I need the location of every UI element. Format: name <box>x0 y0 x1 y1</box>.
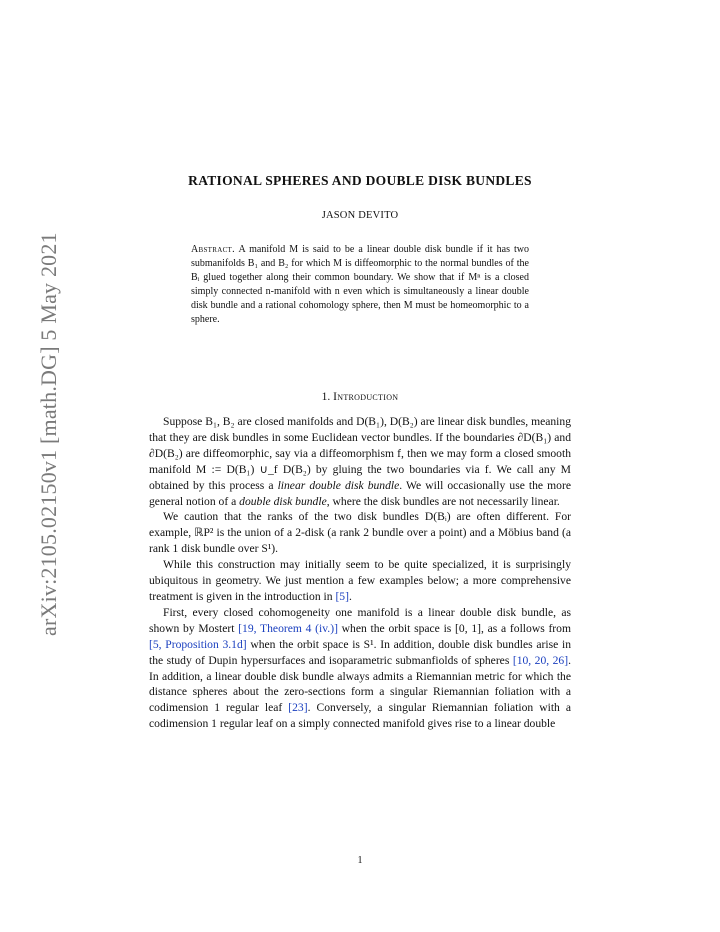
emphasis: linear double disk bundle <box>277 478 400 492</box>
abstract <box>191 243 529 328</box>
paragraph-text: First, every closed cohomogeneity one manifold is a linear double disk bundle, as shown by Mostert <box>149 605 571 635</box>
page-number: 1 <box>357 855 363 866</box>
paragraph-4 <box>149 605 571 732</box>
emphasis: double disk bundle <box>239 494 327 508</box>
section-heading <box>0 391 720 403</box>
abstract-label: Abstract. <box>191 244 235 255</box>
citation-link[interactable]: [23] <box>288 701 308 715</box>
paragraph-text: . Conversely, a singular Riemannian foliation with a codimension 1 regular leaf on a simply connected manifold gives rise to a linear double <box>149 701 571 731</box>
section-number: 1. <box>321 391 331 403</box>
citation-link[interactable]: [5] <box>335 589 349 603</box>
paragraph-3 <box>149 557 571 605</box>
paragraph-text: . We will occasionally use the more general notion of a <box>149 478 571 508</box>
paragraph-1 <box>149 414 571 509</box>
paragraph-text: Suppose B₁, B₂ are closed manifolds and D(B₁), D(B₂) are linear disk bundles, meaning that they are disk bundles in some Euclidean vector bundles. If the boundaries ∂D(B₁) and ∂D(B₂) are diffeomorphic, say via a diffeomorphism f, then we may form a closed smooth manifold M := D(B₁) ∪_f D(B₂) by gluing the two boundaries via f. We call any M obtained by this process a <box>149 415 571 492</box>
paragraph-text: when the orbit space is [0, 1], as a follows from <box>337 621 571 635</box>
paragraph-2: We caution that the ranks of the two disk bundles D(Bᵢ) are often different. For example, ℝP² is the union of a 2-disk (a rank 2 bundle over a point) and a Möbius band (a rank 1 disk bundle over S¹). <box>149 510 571 556</box>
section-title: Introduction <box>333 391 399 403</box>
paper-author: JASON DEVITO <box>321 210 399 221</box>
paragraph-text: when the orbit space is S¹. In addition, double disk bundles arise in the study of Dupin hypersurfaces and isoparametric submanfiolds of spheres <box>149 637 571 667</box>
citation-link[interactable]: [10, 20, 26] <box>512 653 569 667</box>
paragraph-text: . <box>348 589 352 603</box>
paper-title: RATIONAL SPHERES AND DOUBLE DISK BUNDLES <box>188 173 532 188</box>
body-text <box>149 414 571 732</box>
abstract-text: A manifold M is said to be a linear double disk bundle if it has two submanifolds B₁ and B₂ for which M is diffeomorphic to the normal bundles of the Bᵢ glued together along their common boundary. We show that if Mⁿ is a closed simply connected n-manifold with n even which is simultaneously a linear double disk bundle and a rational cohomology sphere, then M must be homeomorphic to a sphere. <box>191 244 529 326</box>
paragraph-text: . In addition, a linear double disk bundle always admits a Riemannian metric for which the distance spheres about the zero-sections form a singular Riemannian foliation with a codimension 1 regular leaf <box>149 653 571 715</box>
paragraph-text: While this construction may initially seem to be quite specialized, it is surprisingly ubiquitous in geometry. We just mention a few examples below; a more comprehensive treatment is given in the introduction in <box>149 558 571 603</box>
citation-link[interactable]: [19, Theorem 4 (iv.)] <box>238 621 338 635</box>
paragraph-text: , where the disk bundles are not necessarily linear. <box>326 494 560 508</box>
arxiv-stamp: arXiv:2105.02150v1 [math.DG] 5 May 2021 <box>36 232 61 636</box>
citation-link[interactable]: [5, Proposition 3.1d] <box>149 637 247 651</box>
